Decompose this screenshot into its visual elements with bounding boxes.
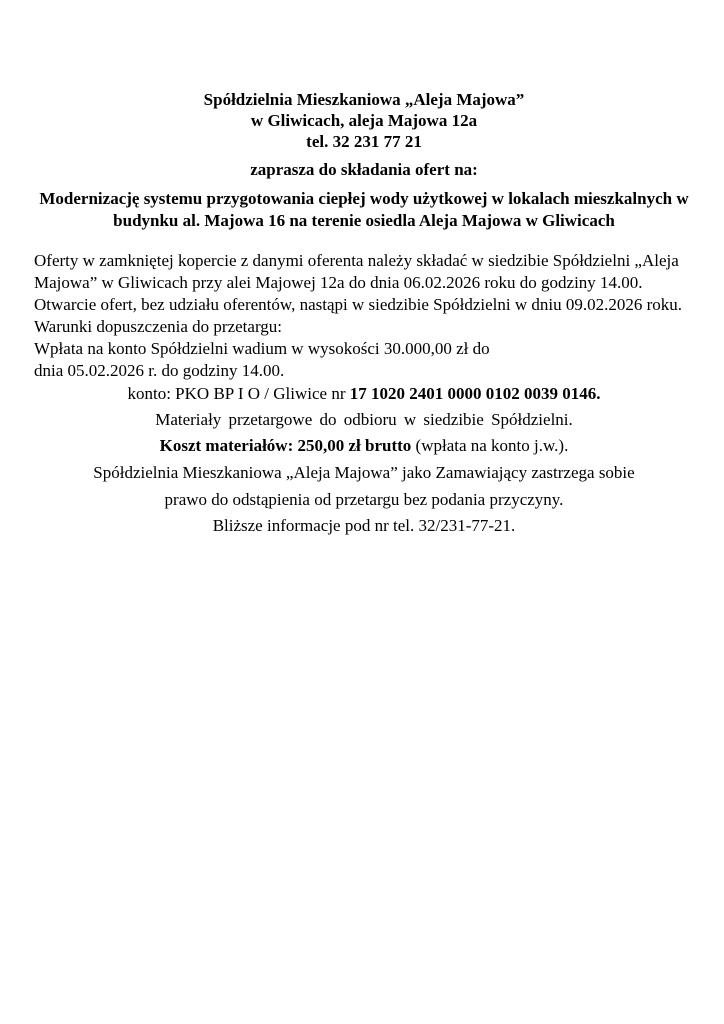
invitation-text: zaprasza do składania ofert na: xyxy=(250,160,478,179)
closing-section xyxy=(34,382,694,539)
conditions-heading: Warunki dopuszczenia do przetargu: xyxy=(34,317,283,336)
bank-account-line xyxy=(34,382,694,406)
reservation-line-2: prawo do odstąpienia od przetargu bez podania przyczyny. xyxy=(164,490,564,509)
submission-paragraph: Oferty w zamkniętej kopercie z danymi oferenta należy składać w siedzibie Spółdzielni „Aleja Majowa” w Gliwicach przy alei Majowej 12a do dnia 06.02.2026 roku do godziny 14.00. xyxy=(34,251,679,292)
organization-name: Spółdzielnia Mieszkaniowa „Aleja Majowa” xyxy=(203,90,525,109)
organization-phone: tel. 32 231 77 21 xyxy=(306,132,422,151)
tender-subject: Modernizację systemu przygotowania ciepłej wody użytkowej w lokalach mieszkalnych w budynku al. Majowa 16 na terenie osiedla Aleja Majowa w Gliwicach xyxy=(39,189,689,230)
tender-notice xyxy=(34,89,694,539)
offer-details xyxy=(34,250,694,382)
organization-address: w Gliwicach, aleja Majowa 12a xyxy=(250,111,478,130)
materials-cost-note: (wpłata na konto j.w.). xyxy=(411,436,569,455)
reservation-line-1: Spółdzielnia Mieszkaniowa „Aleja Majowa” jako Zamawiający zastrzega sobie xyxy=(93,463,635,482)
bank-account-label: konto: PKO BP I O / Gliwice nr xyxy=(127,384,350,403)
materials-cost: Koszt materiałów: 250,00 zł brutto xyxy=(159,436,412,455)
bank-account-number: 17 1020 2401 0000 0102 0039 0146. xyxy=(349,384,601,403)
deposit-line-1: Wpłata na konto Spółdzielni wadium w wysokości 30.000,00 zł do xyxy=(34,339,490,358)
contact-info: Bliższe informacje pod nr tel. 32/231-77-21. xyxy=(212,516,516,535)
opening-paragraph: Otwarcie ofert, bez udziału oferentów, nastąpi w siedzibie Spółdzielni w dniu 09.02.2026 roku. xyxy=(34,295,683,314)
materials-cost-line xyxy=(34,433,694,459)
deposit-line-2: dnia 05.02.2026 r. do godziny 14.00. xyxy=(34,361,285,380)
materials-pickup: Materiały przetargowe do odbioru w siedzibie Spółdzielni. xyxy=(155,410,573,429)
